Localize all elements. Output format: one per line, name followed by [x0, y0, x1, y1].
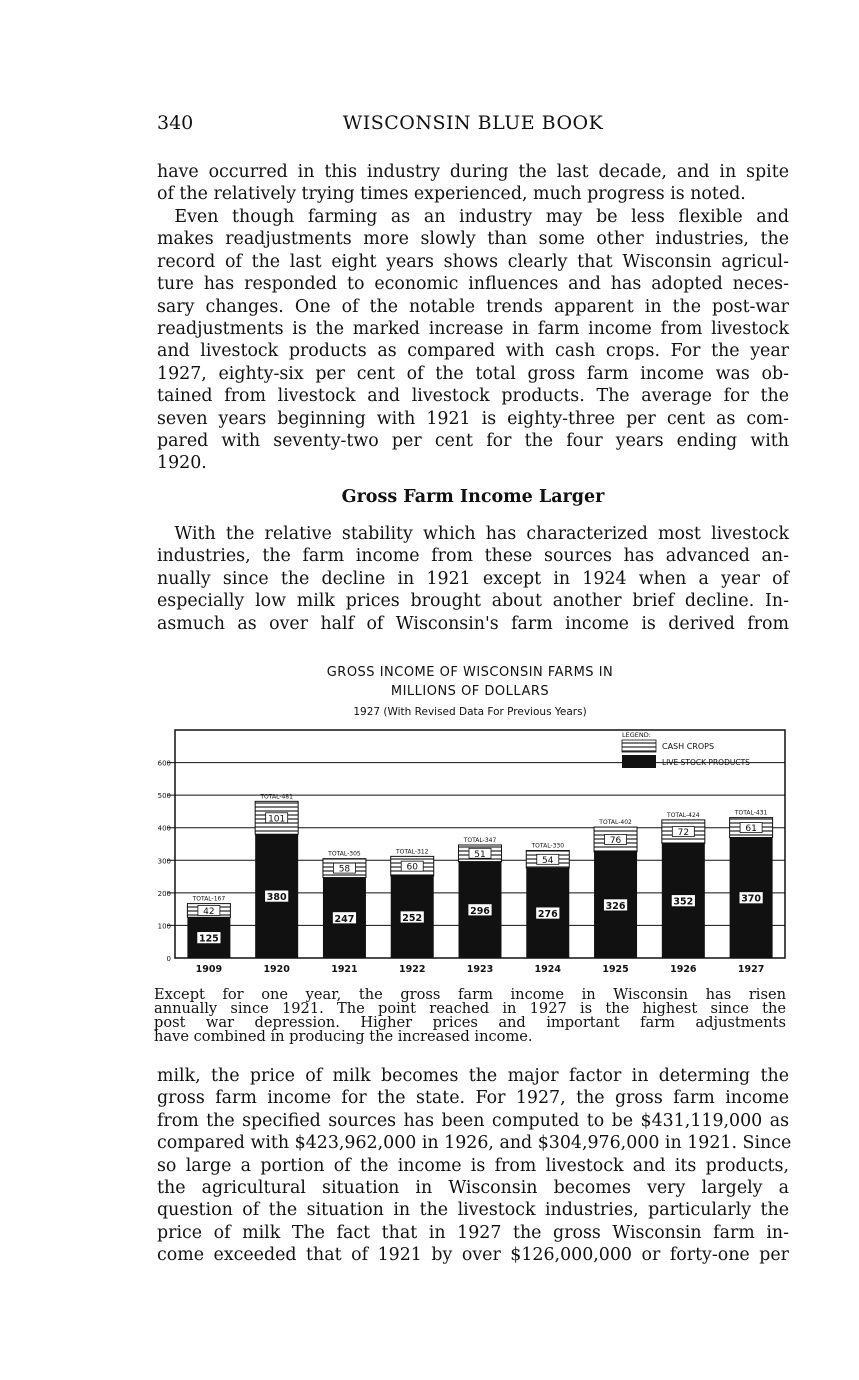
livestock-value-label: 276 [537, 909, 558, 921]
livestock-value-label: 252 [402, 912, 423, 924]
caption-line: have combined in producing the increased income. [154, 1028, 533, 1045]
paragraph-intro [157, 161, 789, 206]
text-line: and livestock products as compared with cash crops. For the year [157, 341, 789, 362]
cash-crop-value-label: 101 [268, 814, 286, 825]
total-label: TOTAL-312 [395, 848, 429, 856]
cash-crop-value-label: 51 [474, 849, 486, 860]
income-chart [140, 662, 800, 982]
paragraph-milk-price [157, 1065, 792, 1267]
paragraph-gross-income [157, 523, 789, 635]
section-heading: Gross Farm Income Larger [341, 487, 605, 507]
text-line: question of the situation in the livestock industries, particularly the [157, 1200, 789, 1221]
x-tick-label: 1927 [737, 964, 765, 975]
text-line: milk, the price of milk becomes the major factor in determing the [157, 1066, 789, 1086]
text-line: from the specified sources has been computed to be $431,119,000 as [157, 1110, 789, 1131]
cash-crop-value-label: 54 [542, 855, 554, 866]
total-label: TOTAL-330 [531, 842, 565, 850]
legend-swatch-livestock [622, 755, 656, 768]
total-label: TOTAL-347 [463, 836, 497, 844]
text-line: gross farm income for the state. For 1927, the gross farm income [157, 1088, 789, 1109]
text-line: price of milk The fact that in 1927 the gross Wisconsin farm in- [157, 1222, 789, 1243]
total-label: TOTAL-481 [260, 793, 293, 801]
text-line: 1927, eighty-six per cent of the total gross farm income was ob- [157, 363, 789, 384]
text-line: come exceeded that of 1921 by over $126,000,000 or forty-one per [157, 1245, 789, 1266]
chart-title-line-2: MILLIONS OF DOLLARS [390, 684, 550, 699]
text-line: record of the last eight years shows clearly that Wisconsin agricul- [157, 251, 789, 272]
x-tick-label: 1922 [398, 964, 426, 975]
text-line: asmuch as over half of Wisconsin's farm income is derived from [157, 613, 789, 634]
text-line: ture has responded to economic influences and has adopted neces- [157, 274, 789, 295]
cash-crop-value-label: 61 [745, 824, 757, 835]
text-line: makes readjustments more slowly than some other industries, the [157, 229, 789, 250]
x-tick-label: 1909 [195, 964, 223, 975]
x-tick-label: 1925 [602, 964, 629, 975]
x-tick-label: 1924 [534, 964, 562, 975]
x-tick-label: 1921 [331, 964, 358, 975]
text-line: 1920. [157, 453, 207, 474]
cash-crop-value-label: 58 [338, 864, 351, 875]
y-tick-label: 100 [157, 922, 171, 931]
cash-crop-value-label: 60 [406, 862, 418, 873]
text-line: especially low milk prices brought about another brief decline. In- [157, 591, 789, 612]
chart-plot [140, 722, 800, 978]
x-tick-label: 1920 [263, 964, 290, 975]
legend-label-cash-crops: CASH CROPS [662, 742, 715, 751]
total-label: TOTAL-167 [192, 895, 226, 903]
cash-crop-value-label: 76 [609, 835, 622, 846]
total-label: TOTAL-431 [734, 809, 768, 817]
text-line: readjustments is the marked increase in farm income from livestock [157, 319, 789, 340]
chart-subtitle: 1927 (With Revised Data For Previous Years) [353, 706, 587, 718]
y-tick-label: 500 [157, 792, 171, 801]
text-line: pared with seventy-two per cent for the four years ending with [157, 431, 789, 452]
total-label: TOTAL-305 [328, 850, 361, 858]
text-line: so large a portion of the income is from livestock and its products, [157, 1155, 789, 1176]
x-tick-label: 1923 [466, 964, 494, 975]
caption-line: post war depression. Higher prices and important farm adjustments [154, 1014, 786, 1031]
legend-label-livestock: LIVE STOCK PRODUCTS [662, 758, 750, 767]
caption-line: Except for one year, the gross farm income in Wisconsin has risen [154, 986, 786, 1003]
y-tick-label: 200 [157, 889, 171, 898]
livestock-value-label: 125 [198, 933, 219, 945]
total-label: TOTAL-424 [667, 811, 700, 819]
chart-title: GROSS INCOME OF WISCONSIN FARMS IN [326, 665, 614, 680]
text-line: sary changes. One of the notable trends apparent in the post-war [157, 296, 789, 317]
y-tick-label: 400 [157, 824, 171, 833]
text-line: seven years beginning with 1921 is eighty-three per cent as com- [157, 408, 789, 429]
text-line: compared with $423,962,000 in 1926, and $304,976,000 in 1921. Since [157, 1133, 792, 1154]
y-tick-label: 0 [166, 955, 171, 963]
paragraph-farming-trends [157, 206, 789, 475]
text-line: With the relative stability which has characterized most livestock [157, 524, 789, 544]
page-number: 340 [157, 112, 194, 134]
text-line: have occurred in this industry during the last decade, and in spite [157, 162, 789, 182]
livestock-value-label: 247 [334, 913, 355, 925]
text-line: industries, the farm income from these sources has advanced an- [157, 546, 789, 567]
cash-crop-value-label: 72 [677, 828, 690, 839]
livestock-value-label: 352 [673, 896, 694, 908]
text-line: of the relatively trying times experienced, much progress is noted. [157, 184, 746, 205]
text-line: tained from livestock and livestock products. The average for the [157, 386, 789, 407]
cash-crop-value-label: 42 [203, 906, 215, 917]
livestock-value-label: 296 [470, 905, 490, 917]
y-tick-label: 300 [157, 857, 171, 866]
livestock-value-label: 380 [266, 892, 287, 904]
caption-line: annually since 1921. The point reached in 1927 is the highest since the [154, 1000, 786, 1017]
livestock-value-label: 370 [741, 893, 762, 905]
legend-swatch-cash-crops [622, 740, 656, 752]
text-line: nually since the decline in 1921 except in 1924 when a year of [157, 568, 789, 589]
page-header [157, 112, 789, 138]
running-title: WISCONSIN BLUE BOOK [342, 112, 604, 134]
livestock-value-label: 326 [605, 900, 626, 912]
x-tick-label: 1926 [670, 964, 697, 975]
chart-caption [154, 988, 786, 1044]
legend-title: LEGEND: [622, 731, 651, 739]
y-tick-label: 600 [157, 759, 171, 768]
text-line: Even though farming as an industry may be less flexible and [157, 207, 789, 227]
total-label: TOTAL-402 [599, 819, 632, 827]
text-line: the agricultural situation in Wisconsin becomes very largely a [157, 1178, 789, 1199]
